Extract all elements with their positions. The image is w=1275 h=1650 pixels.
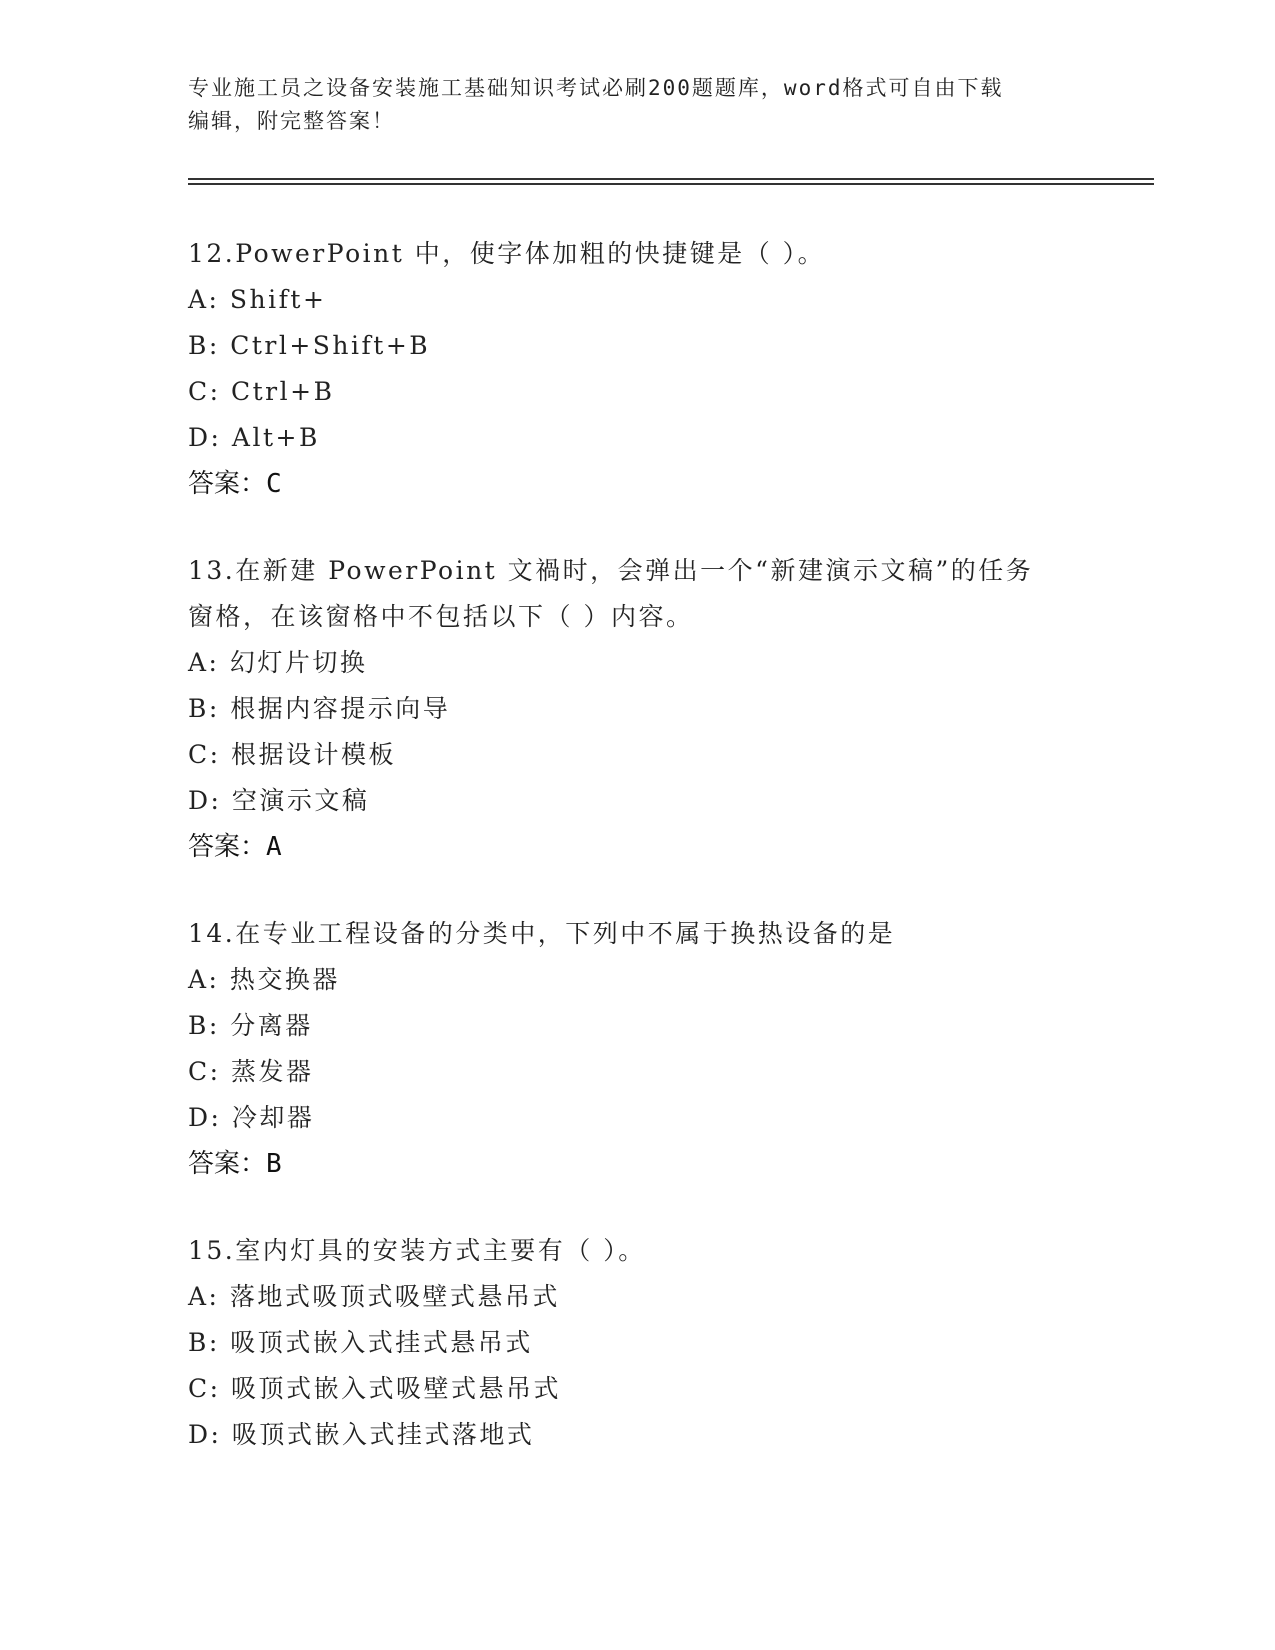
option-b: B: 分离器 <box>188 1011 313 1040</box>
option-c: C: Ctrl+B <box>188 377 335 406</box>
question-stem: 12.PowerPoint 中，使字体加粗的快捷键是（ ）。 <box>188 239 826 268</box>
option-d: D: Alt+B <box>188 423 320 452</box>
option-b: B: Ctrl+Shift+B <box>188 331 431 360</box>
option-d: D: 吸顶式嵌入式挂式落地式 <box>188 1420 535 1449</box>
question-14 <box>188 911 1088 1187</box>
question-stem-line-1: 13.在新建 PowerPoint 文禍时，会弹出一个“新建演示文稿”的任务 <box>188 556 1034 585</box>
option-c: C: 根据设计模板 <box>188 740 396 769</box>
question-list <box>188 231 1088 1499</box>
question-12 <box>188 231 1088 507</box>
option-a: A: 落地式吸顶式吸壁式悬吊式 <box>188 1282 560 1311</box>
header-rule-bottom <box>188 183 1154 185</box>
option-d: D: 空演示文稿 <box>188 786 370 815</box>
option-b: B: 吸顶式嵌入式挂式悬吊式 <box>188 1328 533 1357</box>
answer-label: 答案：B <box>188 1149 282 1179</box>
header-rule-top <box>188 178 1154 180</box>
question-15 <box>188 1228 1088 1458</box>
option-c: C: 吸顶式嵌入式吸壁式悬吊式 <box>188 1374 561 1403</box>
answer-label: 答案：C <box>188 469 282 499</box>
header-line-1: 专业施工员之设备安装施工基础知识考试必刷200题题库，word格式可自由下载 <box>188 76 1004 100</box>
document-header <box>188 72 1088 138</box>
option-d: D: 冷却器 <box>188 1103 315 1132</box>
option-a: A: 热交换器 <box>188 965 340 994</box>
option-c: C: 蒸发器 <box>188 1057 314 1086</box>
option-a: A: Shift+ <box>188 285 327 314</box>
header-line-2: 编辑，附完整答案！ <box>188 109 395 133</box>
question-stem: 15.室内灯具的安装方式主要有（ ）。 <box>188 1236 646 1265</box>
question-13 <box>188 548 1088 870</box>
question-stem-line-2: 窗格，在该窗格中不包括以下（ ）内容。 <box>188 602 694 631</box>
option-a: A: 幻灯片切换 <box>188 648 368 677</box>
question-stem: 14.在专业工程设备的分类中，下列中不属于换热设备的是 <box>188 919 896 948</box>
option-b: B: 根据内容提示向导 <box>188 694 451 723</box>
answer-label: 答案：A <box>188 832 282 862</box>
